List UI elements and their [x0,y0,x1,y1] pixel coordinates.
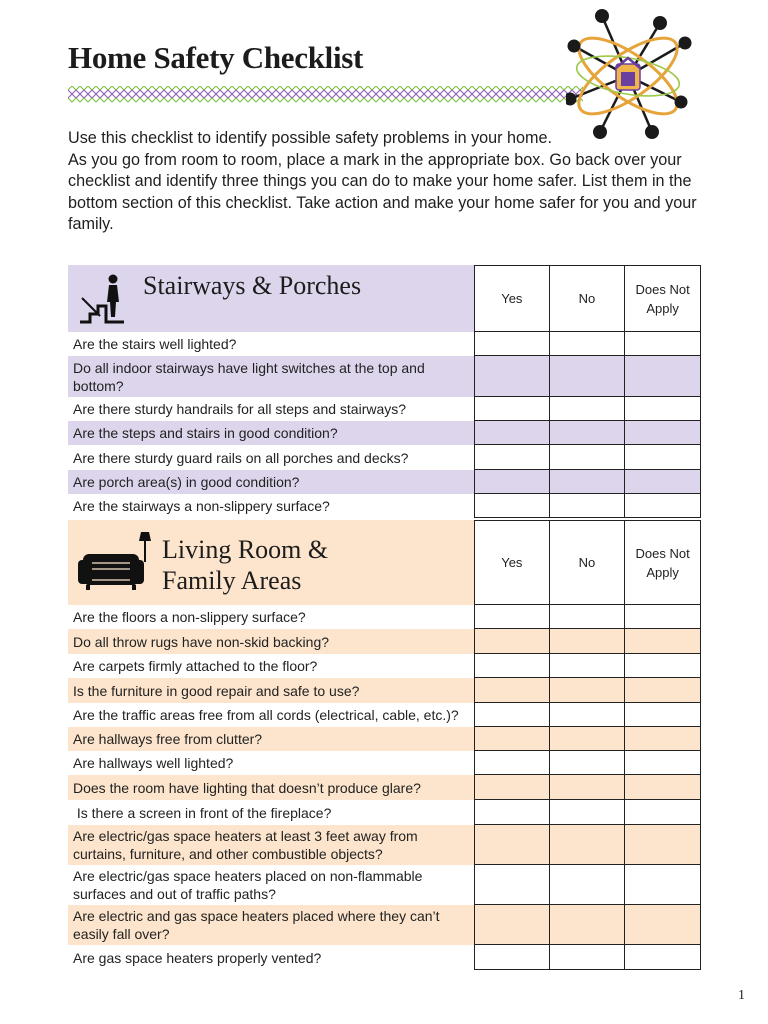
section-title: Stairways & Porches [143,271,362,300]
question-text: Are hallways well lighted? [73,755,234,771]
question-text: Are the stairways a non-slippery surface? [73,498,330,514]
checklist-row [68,356,701,397]
no-checkbox[interactable] [550,421,626,445]
page-number: 1 [738,988,745,1003]
no-checkbox[interactable] [550,629,626,654]
yes-checkbox[interactable] [474,470,550,494]
does-not-apply-checkbox[interactable] [625,751,701,775]
section-title-line-2: Family Areas [162,566,302,595]
no-checkbox[interactable] [550,865,626,905]
yes-checkbox[interactable] [474,775,550,800]
does-not-apply-checkbox[interactable] [625,332,701,356]
column-header-yes: Yes [474,265,550,332]
no-checkbox[interactable] [550,703,626,727]
yes-checkbox[interactable] [474,629,550,654]
checklist-row [68,494,701,518]
no-checkbox[interactable] [550,775,626,800]
does-not-apply-checkbox[interactable] [625,905,701,945]
no-checkbox[interactable] [550,800,626,825]
question-text: Does the room have lighting that doesn’t produce glare? [68,775,474,800]
no-checkbox[interactable] [550,494,626,518]
question-text: Is there a screen in front of the fireplace? [73,804,332,821]
checklist-row [68,629,701,654]
no-checkbox[interactable] [550,356,626,397]
column-header-does-not-apply: Does Not Apply [625,265,701,332]
no-checkbox[interactable] [550,605,626,629]
yes-checkbox[interactable] [474,703,550,727]
question-text: Is the furniture in good repair and safe to use? [68,678,474,703]
yes-checkbox[interactable] [474,727,550,751]
question-text: Are the floors a non-slippery surface? [73,609,306,625]
does-not-apply-checkbox[interactable] [625,727,701,751]
section-title-line-1: Living Room & [162,535,329,564]
question-text: Are the stairs well lighted? [73,336,237,352]
section-header [68,520,701,605]
stairs-walker-icon [80,272,126,326]
no-checkbox[interactable] [550,678,626,703]
no-checkbox[interactable] [550,445,626,470]
yes-checkbox[interactable] [474,421,550,445]
intro-text [68,128,708,236]
checklist-row [68,445,701,470]
yes-checkbox[interactable] [474,825,550,865]
yes-checkbox[interactable] [474,494,550,518]
does-not-apply-checkbox[interactable] [625,678,701,703]
yes-checkbox[interactable] [474,678,550,703]
checklist-row [68,605,701,629]
no-checkbox[interactable] [550,945,626,970]
decorative-zigzag-border [68,86,583,106]
no-checkbox[interactable] [550,332,626,356]
checklist-row [68,332,701,356]
yes-checkbox[interactable] [474,356,550,397]
yes-checkbox[interactable] [474,605,550,629]
question-text: Are electric/gas space heaters at least 3 feet away from curtains, furniture, and other combustible objects? [68,825,474,865]
question-text: Are electric and gas space heaters placed where they can’t easily fall over? [68,905,474,945]
checklist-row [68,470,701,494]
yes-checkbox[interactable] [474,800,550,825]
section-stairways-porches [68,265,701,518]
checklist-row [68,421,701,445]
yes-checkbox[interactable] [474,751,550,775]
does-not-apply-checkbox[interactable] [625,470,701,494]
intro-line-1: Use this checklist to identify possible safety problems in your home. [68,129,553,147]
yes-checkbox[interactable] [474,865,550,905]
question-text: Are the steps and stairs in good condition? [68,421,474,445]
question-text: Are the traffic areas free from all cords (electrical, cable, etc.)? [73,707,459,723]
checklist-row [68,800,701,825]
yes-checkbox[interactable] [474,332,550,356]
no-checkbox[interactable] [550,751,626,775]
column-header-yes: Yes [474,520,550,605]
yes-checkbox[interactable] [474,445,550,470]
does-not-apply-checkbox[interactable] [625,445,701,470]
home-safety-atom-logo-icon [566,6,696,142]
page-title: Home Safety Checklist [68,40,364,75]
column-header-does-not-apply: Does Not Apply [625,520,701,605]
checklist-row [68,865,701,905]
intro-paragraph: As you go from room to room, place a mark in the appropriate box. Go back over your checklist and identify three things you can do to make your home safer. List them in the bottom section of this checklist. Take action and make your home safer for you and your family. [68,150,697,233]
yes-checkbox[interactable] [474,654,550,678]
sofa-lamp-icon [78,532,152,592]
no-checkbox[interactable] [550,825,626,865]
question-text: Are carpets firmly attached to the floor? [73,658,318,674]
checklist-row [68,945,701,970]
does-not-apply-checkbox[interactable] [625,356,701,397]
yes-checkbox[interactable] [474,905,550,945]
question-text: Are electric/gas space heaters placed on non-flammable surfaces and out of traffic paths? [73,868,423,902]
column-header-no: No [550,520,626,605]
yes-checkbox[interactable] [474,397,550,421]
question-text: Are there sturdy guard rails on all porches and decks? [73,449,409,466]
checklist-row [68,397,701,421]
does-not-apply-checkbox[interactable] [625,654,701,678]
does-not-apply-checkbox[interactable] [625,494,701,518]
does-not-apply-checkbox[interactable] [625,397,701,421]
question-text: Are gas space heaters properly vented? [73,949,322,966]
question-text: Do all indoor stairways have light switches at the top and bottom? [68,356,474,397]
section-living-room-family-areas [68,520,701,970]
does-not-apply-checkbox[interactable] [625,825,701,865]
question-text: Are hallways free from clutter? [68,727,474,751]
no-checkbox[interactable] [550,397,626,421]
no-checkbox[interactable] [550,905,626,945]
does-not-apply-checkbox[interactable] [625,800,701,825]
column-header-no: No [550,265,626,332]
checklist-row [68,751,701,775]
question-text: Are there sturdy handrails for all steps and stairways? [73,401,407,417]
checklist-row [68,727,701,751]
does-not-apply-checkbox[interactable] [625,945,701,970]
checklist-row [68,905,701,945]
checklist-row [68,678,701,703]
checklist-row [68,775,701,800]
no-checkbox[interactable] [550,470,626,494]
no-checkbox[interactable] [550,654,626,678]
checklist-row [68,703,701,727]
question-text: Are porch area(s) in good condition? [68,470,474,494]
yes-checkbox[interactable] [474,945,550,970]
does-not-apply-checkbox[interactable] [625,421,701,445]
section-header [68,265,701,332]
no-checkbox[interactable] [550,727,626,751]
does-not-apply-checkbox[interactable] [625,629,701,654]
does-not-apply-checkbox[interactable] [625,775,701,800]
checklist-row [68,825,701,865]
does-not-apply-checkbox[interactable] [625,605,701,629]
does-not-apply-checkbox[interactable] [625,703,701,727]
does-not-apply-checkbox[interactable] [625,865,701,905]
checklist-row [68,654,701,678]
question-text: Do all throw rugs have non-skid backing? [68,629,474,654]
